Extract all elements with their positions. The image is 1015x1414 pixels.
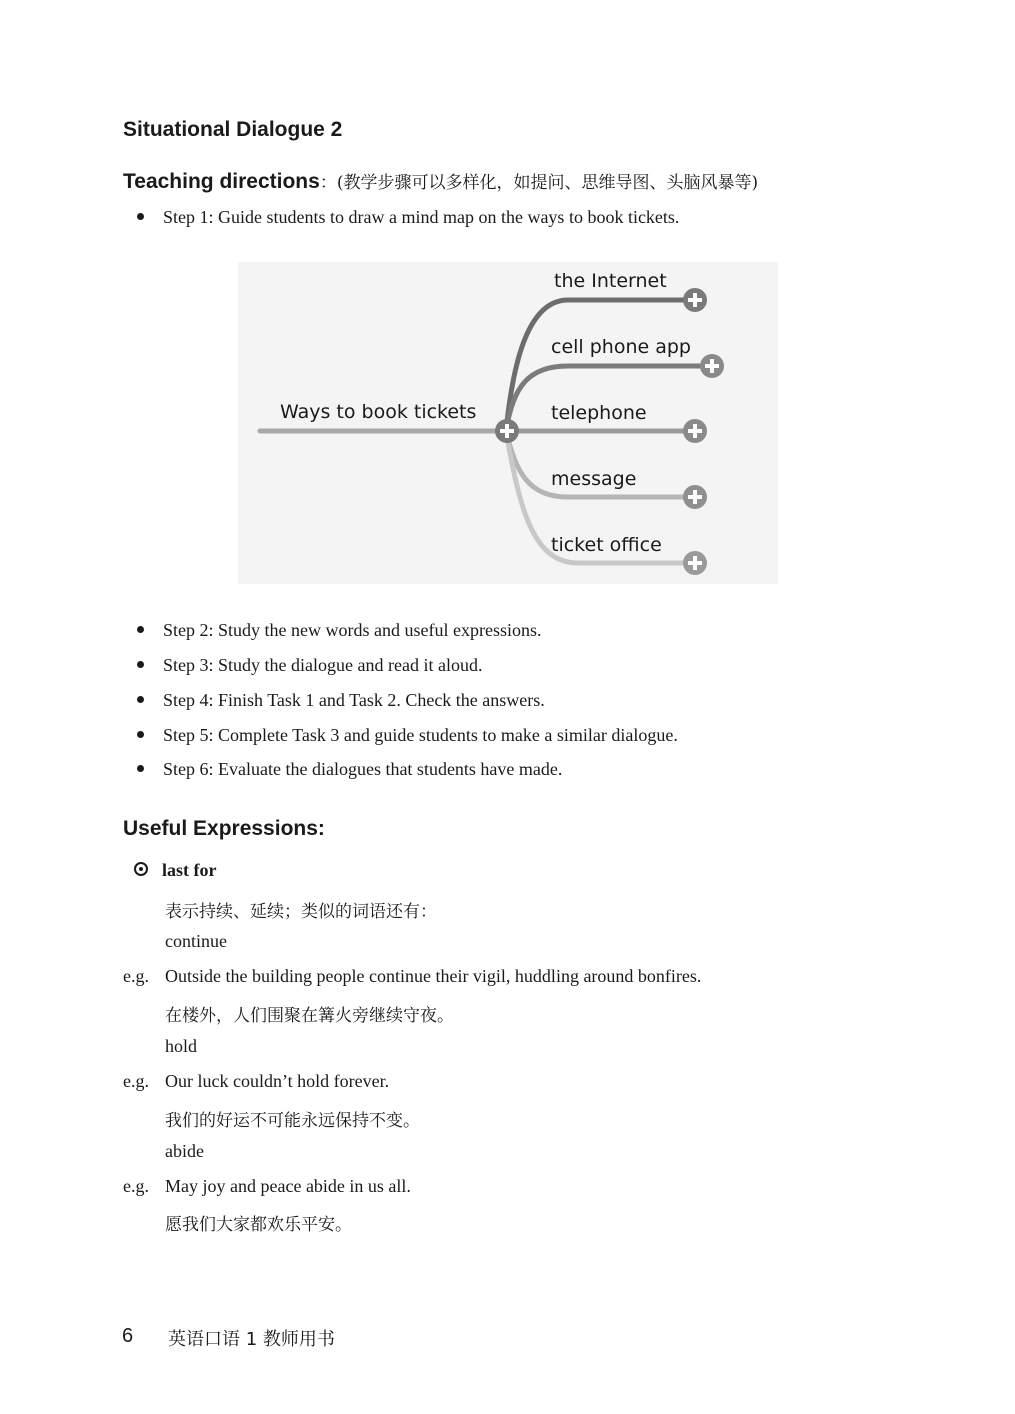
plus-icon[interactable] <box>683 551 707 575</box>
example-translation: 愿我们大家都欢乐平安。 <box>165 1215 352 1235</box>
step-text: Step 6: Evaluate the dialogues that students have made. <box>163 759 563 779</box>
bullet-icon <box>137 731 144 738</box>
target-circle-icon <box>134 862 148 876</box>
synonym-word: abide <box>165 1141 204 1161</box>
branch-label: the Internet <box>554 270 667 292</box>
example-sentence: Outside the building people continue their vigil, huddling around bonfires. <box>165 966 702 986</box>
branch-label: message <box>551 468 637 490</box>
branch-label: telephone <box>551 402 647 424</box>
page-number: 6 <box>122 1325 134 1347</box>
plus-icon[interactable] <box>700 354 724 378</box>
mind-map <box>238 262 778 584</box>
bullet-icon <box>137 696 144 703</box>
teaching-directions <box>123 168 758 194</box>
expression-heading <box>134 860 216 881</box>
eg-label: e.g. <box>123 1071 149 1091</box>
step-item <box>137 655 482 676</box>
branch-label: ticket office <box>551 534 662 556</box>
example-translation: 我们的好运不可能永远保持不变。 <box>165 1111 420 1131</box>
step-text: Step 4: Finish Task 1 and Task 2. Check the answers. <box>163 690 545 710</box>
root-label: Ways to book tickets <box>280 401 477 423</box>
useful-expressions-title: Useful Expressions: <box>123 817 325 840</box>
step-text: Step 3: Study the dialogue and read it aloud. <box>163 655 483 675</box>
teaching-directions-note: ：(教学步骤可以多样化，如提问、思维导图、头脑风暴等) <box>319 173 759 193</box>
bullet-icon <box>137 765 144 772</box>
plus-icon[interactable] <box>683 419 707 443</box>
plus-icon[interactable] <box>683 288 707 312</box>
bullet-icon <box>137 661 144 668</box>
plus-icon[interactable] <box>683 485 707 509</box>
bullet-icon <box>137 213 144 220</box>
example-sentence: Our luck couldn’t hold forever. <box>165 1071 390 1091</box>
bullet-icon <box>137 626 144 633</box>
step-item <box>137 725 678 746</box>
expression-phrase: last for <box>162 860 217 880</box>
eg-label: e.g. <box>123 1176 149 1196</box>
example-sentence: May joy and peace abide in us all. <box>165 1176 411 1196</box>
branch-label: cell phone app <box>551 336 691 358</box>
section-title: Situational Dialogue 2 <box>123 118 343 141</box>
eg-label: e.g. <box>123 966 149 986</box>
step-text: Step 5: Complete Task 3 and guide students to make a similar dialogue. <box>163 725 678 745</box>
step-text: Step 1: Guide students to draw a mind map on the ways to book tickets. <box>163 207 680 227</box>
teaching-directions-label: Teaching directions <box>123 170 320 193</box>
book-title: 英语口语 1 教师用书 <box>168 1329 335 1350</box>
step-item <box>137 620 541 641</box>
step-item <box>137 759 562 780</box>
step-item <box>137 207 679 228</box>
mind-map-graphic <box>238 262 778 584</box>
step-text: Step 2: Study the new words and useful expressions. <box>163 620 542 640</box>
step-item <box>137 690 545 711</box>
synonym-word: hold <box>165 1036 198 1056</box>
plus-icon[interactable] <box>495 419 519 443</box>
synonym-word: continue <box>165 931 227 951</box>
example-translation: 在楼外，人们围聚在篝火旁继续守夜。 <box>165 1006 454 1026</box>
expression-meaning: 表示持续、延续；类似的词语还有： <box>165 902 437 922</box>
